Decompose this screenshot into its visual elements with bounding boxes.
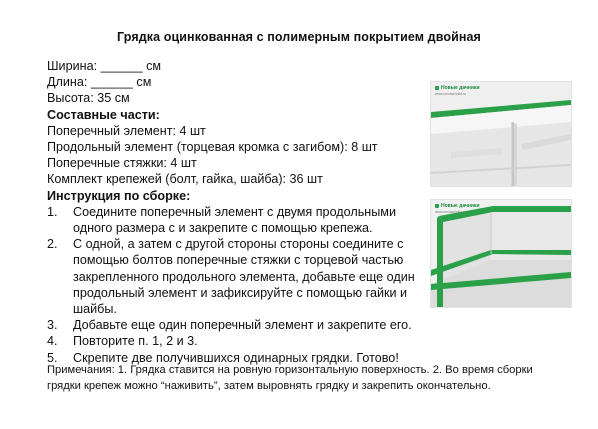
watermark-url: www.novdachniki.ru xyxy=(435,210,466,214)
width-field: Ширина: ______ см xyxy=(47,59,162,73)
step-number: 1. xyxy=(47,204,58,219)
parts-item: Комплект крепежей (болт, гайка, шайба): 36 шт xyxy=(47,172,323,187)
watermark-logo: Новые дачники xyxy=(435,203,480,209)
garden-bed-illustration-2 xyxy=(431,200,571,307)
watermark-logo: Новые дачники xyxy=(435,85,480,91)
step-text: С одной, а затем с другой стороны стороны соедините с помощью болтов поперечные стяжки с торцевой частью закрепленного продольного элемента, добавьте еще один продольный элемент и зафиксируйте с помощью гайки и шайбы. xyxy=(73,237,415,317)
garden-bed-photo-2 xyxy=(430,199,572,308)
step-number: 4. xyxy=(47,334,58,349)
step-text: Скрепите две получившихся одинарных грядки. Готово! xyxy=(73,350,399,365)
instruction-step xyxy=(47,236,422,317)
instruction-step xyxy=(47,204,422,236)
logo-icon xyxy=(435,204,439,208)
step-number: 5. xyxy=(47,350,58,365)
step-number: 2. xyxy=(47,237,58,252)
step-number: 3. xyxy=(47,318,58,333)
parts-item: Поперечные стяжки: 4 шт xyxy=(47,156,197,171)
notes-paragraph: Примечания: 1. Грядка ставится на ровную горизонтальную поверхность. 2. Во время сборки грядки крепеж можно “наживить”, затем выровнять грядку и закрепить окончательно. xyxy=(47,364,533,392)
step-text: Соедините поперечный элемент с двумя продольными одного размера с и закрепите с помощью крепежа. xyxy=(73,204,396,236)
document-body xyxy=(47,58,422,366)
instructions-heading: Инструкция по сборке: xyxy=(47,188,191,203)
height-field: Высота: 35 см xyxy=(47,91,130,106)
garden-bed-illustration-1 xyxy=(431,82,571,186)
parts-heading: Составные части: xyxy=(47,107,160,122)
length-field: Длина: ______ см xyxy=(47,75,152,90)
step-text: Повторите п. 1, 2 и 3. xyxy=(73,334,198,349)
parts-item: Продольный элемент (торцевая кромка с загибом): 8 шт xyxy=(47,140,378,155)
instruction-step xyxy=(47,317,422,333)
watermark-url: www.novdachniki.ru xyxy=(435,92,466,96)
step-text: Добавьте еще один поперечный элемент и закрепите его. xyxy=(73,318,412,333)
parts-item: Поперечный элемент: 4 шт xyxy=(47,123,206,138)
garden-bed-photo-1 xyxy=(430,81,572,187)
instructions-list xyxy=(47,204,422,366)
document-title: Грядка оцинкованная с полимерным покрытием двойная xyxy=(117,30,481,44)
instruction-step xyxy=(47,333,422,349)
logo-icon xyxy=(435,86,439,90)
